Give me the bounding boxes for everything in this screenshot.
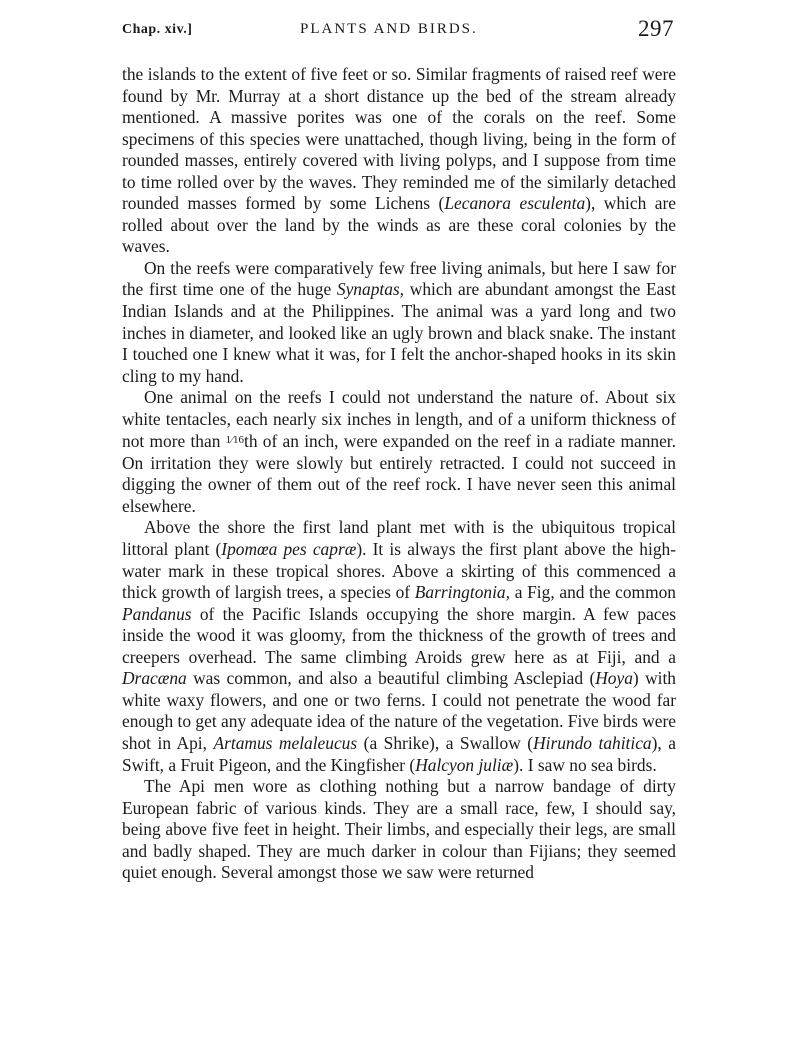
text-run: th of an inch, were expanded on the reef in a radiate manner. On irritation they were slowly but entirely retracted. I could not succeed in digging the owner of them out of the reef rock. I have never seen this animal elsewhere. [122, 431, 676, 516]
paragraph [122, 776, 676, 884]
paragraph [122, 64, 676, 258]
text-run: The Api men wore as clothing nothing but a narrow bandage of dirty European fabric of various kinds. They are a small race, few, I should say, being above five feet in height. Their limbs, and especially their legs, are small and badly shaped. They are much darker in colour than Fijians; they seemed quiet enough. Several amongst those we saw were returned [122, 776, 676, 883]
text-run: ) with white waxy flowers, and one or two ferns. I could not penetrate the wood far enough to get any adequate idea of the nature of the vegetation. Five birds were shot in Api, [122, 668, 676, 753]
text-run: was common, and also a beautiful climbing Asclepiad ( [186, 668, 596, 689]
species-name: Artamus melaleucus [213, 732, 358, 753]
species-name: Hirundo tahitica [533, 732, 652, 753]
paragraph [122, 258, 676, 387]
page-header [122, 16, 676, 44]
text-run: ), which are rolled about over the land by the winds as are these coral colonies by the waves. [122, 193, 676, 257]
text-run: One animal on the reefs I could not understand the nature of. About six white tentacles, each nearly six inches in length, and of a uniform thickness of not more than [122, 387, 676, 452]
species-name: Lecanora esculenta [444, 193, 586, 214]
text-run: ), a Swift, a Fruit Pigeon, and the Kingfisher ( [122, 732, 676, 775]
chapter-label: Chap. xiv.] [122, 22, 193, 37]
species-name: Ipomœa pes capræ [221, 539, 357, 560]
text-run: (a Shrike), a Swallow ( [357, 732, 534, 753]
species-name: Dracæna [122, 668, 187, 689]
text-run: of the Pacific Islands occupying the shore margin. A few paces inside the wood it was gloomy, from the thickness of the growth of trees and creepers overhead. The same climbing Aroids grew here as at Fiji, and a [122, 603, 676, 667]
species-name: Synaptas, [336, 279, 405, 300]
species-name: Hoya [595, 668, 633, 689]
text-run: Above the shore the first land plant met with is the ubiquitous tropical littoral plant ( [122, 517, 676, 560]
text-run: a Fig, and the common [509, 582, 676, 603]
paragraph [122, 387, 676, 517]
paragraph [122, 517, 676, 776]
text-run: ). It is always the first plant above the high-water mark in these tropical shores. Above a skirting of this commenced a thick growth of largish trees, a species of [122, 539, 677, 603]
body-text [122, 64, 676, 884]
fraction: 1⁄16 [225, 434, 245, 447]
text-run: which are abundant amongst the East Indian Islands and at the Philippines. The animal was a yard long and two inches in diameter, and looked like an ugly brown and black snake. The instant I touched one I knew what it was, for I felt the anchor-shaped hooks in its skin cling to my hand. [122, 279, 676, 386]
text-run: On the reefs were comparatively few free living animals, but here I saw for the first time one of the huge [122, 257, 676, 300]
species-name: Barringtonia, [414, 582, 510, 603]
species-name: Pandanus [122, 603, 192, 624]
book-page [122, 16, 676, 884]
species-name: Halcyon juliæ [415, 754, 514, 775]
page-number: 297 [638, 16, 674, 41]
text-run: the islands to the extent of five feet or so. Similar fragments of raised reef were found by Mr. Murray at a short distance up the bed of the stream already mentioned. A massive porites was one of the corals on the reef. Some specimens of this species were unattached, though living, being in the form of rounded masses, entirely covered with living polyps, and I suppose from time to time rolled over by the waves. They reminded me of the similarly detached rounded masses formed by some Lichens ( [122, 64, 676, 214]
running-title: PLANTS AND BIRDS. [300, 21, 478, 37]
text-run: ). I saw no sea birds. [513, 754, 657, 775]
